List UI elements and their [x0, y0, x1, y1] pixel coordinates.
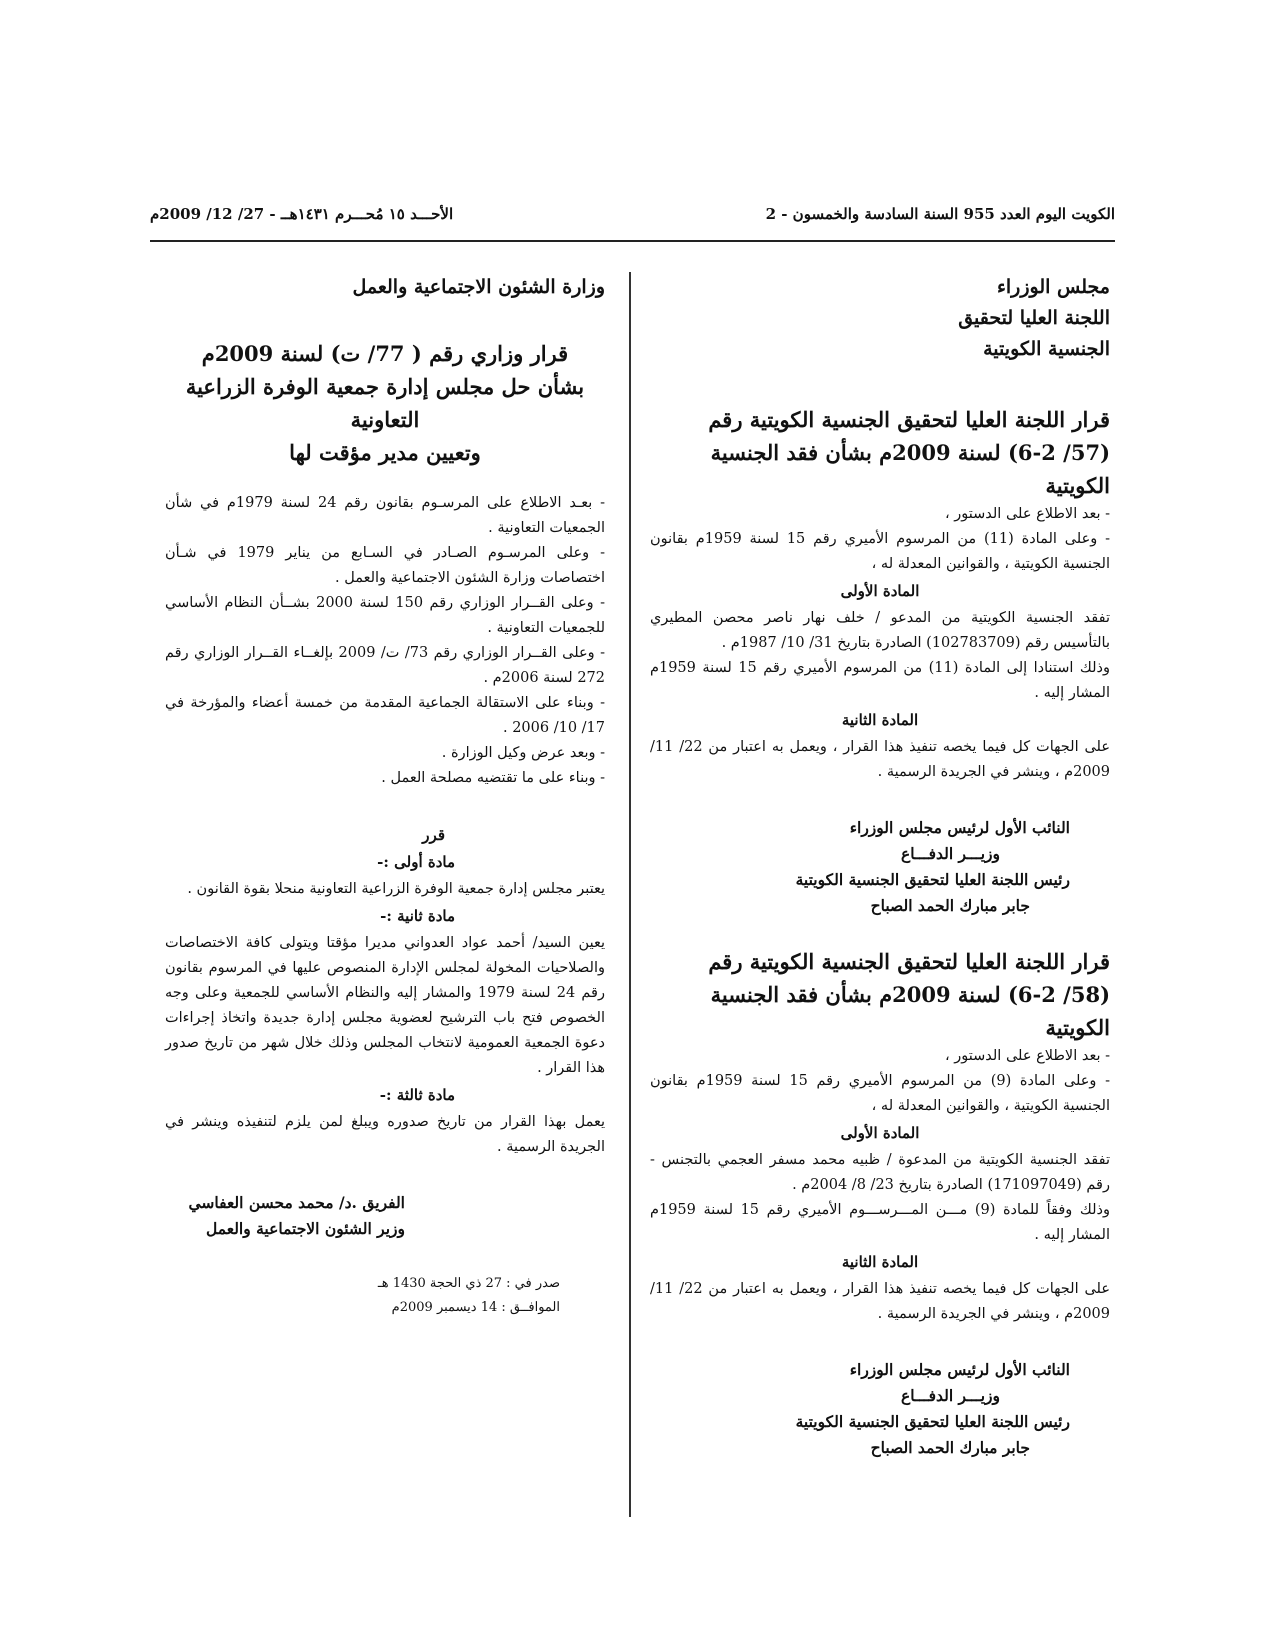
- signature-line: النائب الأول لرئيس مجلس الوزراء: [849, 818, 1070, 837]
- header-rule: [150, 240, 1115, 242]
- org-line: مجلس الوزراء: [996, 276, 1110, 298]
- signature-line: رئيس اللجنة العليا لتحقيق الجنسية الكويتية: [795, 1412, 1070, 1431]
- signature-line: وزير الشئون الاجتماعية والعمل: [206, 1219, 405, 1238]
- preamble-line: - وعلى القــرار الوزاري رقم 73/ ت/ 2009 بإلغــاء القــرار الوزاري رقم 272 لسنة 2006م .: [165, 645, 606, 686]
- article-heading: المادة الثانية: [841, 711, 919, 729]
- article-text: يعتبر مجلس إدارة جمعية الوفرة الزراعية التعاونية منحلا بقوة القانون .: [187, 881, 605, 897]
- preamble-line: - وبناء على الاستقالة الجماعية المقدمة من خمسة أعضاء والمؤرخة في 17/ 10/ 2006 .: [165, 695, 605, 736]
- org-line: اللجنة العليا لتحقيق: [958, 307, 1110, 329]
- article-text: وذلك استنادا إلى المادة (11) من المرسوم الأميري رقم 15 لسنة 1959م المشار إليه .: [650, 660, 1110, 701]
- preamble-line: - بعـد الاطلاع على المرسـوم بقانون رقم 24 لسنة 1979م في شأن الجمعيات التعاونية .: [165, 495, 605, 536]
- decision-title: بشأن حل مجلس إدارة جمعية الوفرة الزراعية التعاونية: [185, 374, 585, 432]
- decision-title: (58/ 6-2) لسنة 2009م بشأن فقد الجنسية الكويتية: [710, 982, 1110, 1040]
- signature-line: النائب الأول لرئيس مجلس الوزراء: [849, 1360, 1070, 1379]
- org-line: الجنسية الكويتية: [983, 338, 1110, 360]
- preamble-line: - وبعد عرض وكيل الوزارة .: [441, 745, 605, 761]
- signature-line: جابر مبارك الحمد الصباح: [870, 896, 1030, 915]
- issue-date: الأحـــد ١٥ مُحـــرم ١٤٣١هــ - 27/ 12/ 2009م: [150, 205, 454, 223]
- preamble-line: - بعد الاطلاع على الدستور ،: [944, 506, 1110, 522]
- article-heading: المادة الأولى: [840, 582, 920, 600]
- issue-info: الكويت اليوم العدد 955 السنة السادسة والخمسون - 2: [765, 205, 1115, 223]
- decided-heading: قرر: [422, 826, 445, 844]
- page-header: [150, 205, 1115, 235]
- article-heading: مادة ثانية :-: [380, 907, 455, 925]
- decision-title: قرار اللجنة العليا لتحقيق الجنسية الكويتية رقم: [708, 407, 1110, 432]
- preamble-line: - بعد الاطلاع على الدستور ،: [944, 1048, 1110, 1064]
- article-text: تفقد الجنسية الكويتية من المدعوة / ظبيه محمد مسفر العجمي بالتجنس - رقم (171097049) الصادرة بتاريخ 23/ 8/ 2004م .: [650, 1152, 1110, 1193]
- signature-line: الفريق .د/ محمد محسن العفاسي: [188, 1193, 405, 1212]
- signature-block: [165, 1190, 605, 1242]
- signature-block: [650, 1357, 1110, 1461]
- issued-line: الموافــق : 14 ديسمبر 2009م: [391, 1300, 560, 1315]
- preamble-line: - وعلى القــرار الوزاري رقم 150 لسنة 2000 بشــأن النظام الأساسي للجمعيات التعاونية .: [165, 595, 605, 636]
- decision-title: وتعيين مدير مؤقت لها: [289, 440, 481, 465]
- decision-title: (57/ 6-2) لسنة 2009م بشأن فقد الجنسية الكويتية: [710, 440, 1110, 498]
- decision-1: [650, 403, 1110, 919]
- signature-block: [650, 815, 1110, 919]
- article-text: يعمل بهذا القرار من تاريخ صدوره ويبلغ لمن يلزم لتنفيذه وينشر في الجريدة الرسمية .: [165, 1114, 605, 1155]
- issue-date-block: [165, 1272, 605, 1320]
- preamble-line: - وبناء على ما تقتضيه مصلحة العمل .: [381, 770, 605, 786]
- article-heading: مادة أولى :-: [377, 853, 455, 871]
- decision-title: قرار اللجنة العليا لتحقيق الجنسية الكويتية رقم: [708, 949, 1110, 974]
- left-column: [165, 272, 605, 1522]
- article-text: تفقد الجنسية الكويتية من المدعو / خلف نهار ناصر محصن المطيري بالتأسيس رقم (102783709) الصادرة بتاريخ 31/ 10/ 1987م .: [650, 610, 1110, 651]
- signature-line: وزيـــر الدفـــاع: [900, 1386, 1000, 1405]
- ministry-name: وزارة الشئون الاجتماعية والعمل: [352, 276, 605, 298]
- article-text: على الجهات كل فيما يخصه تنفيذ هذا القرار ، ويعمل به اعتبار من 22/ 11/ 2009م ، وينشر في الجريدة الرسمية .: [650, 1281, 1111, 1322]
- preamble-line: - وعلى المرسـوم الصـادر في السـابع من يناير 1979 في شـأن اختصاصات وزارة الشئون الاجتماعية والعمل .: [165, 545, 605, 586]
- issued-line: صدر في : 27 ذي الحجة 1430 هـ: [377, 1276, 560, 1291]
- article-heading: المادة الثانية: [841, 1253, 919, 1271]
- preamble-line: - وعلى المادة (11) من المرسوم الأميري رقم 15 لسنة 1959م بقانون الجنسية الكويتية ، والقوانين المعدلة له ،: [650, 531, 1110, 572]
- preamble: [165, 491, 605, 791]
- preamble-line: - وعلى المادة (9) من المرسوم الأميري رقم 15 لسنة 1959م بقانون الجنسية الكويتية ، والقوانين المعدلة له ،: [650, 1073, 1110, 1114]
- article-heading: المادة الأولى: [840, 1124, 920, 1142]
- signature-line: رئيس اللجنة العليا لتحقيق الجنسية الكويتية: [795, 870, 1070, 889]
- article-heading: مادة ثالثة :-: [379, 1086, 455, 1104]
- article-text: وذلك وفقاً للمادة (9) مـــن المـــرســـوم الأميري رقم 15 لسنة 1959م المشار إليه .: [650, 1202, 1110, 1243]
- column-divider: [629, 272, 631, 1517]
- decision-title: قرار وزاري رقم ( 77/ ت) لسنة 2009م: [201, 341, 569, 366]
- right-column: [650, 272, 1110, 1522]
- signature-line: وزيـــر الدفـــاع: [900, 844, 1000, 863]
- article-text: يعين السيد/ أحمد عواد العدواني مديرا مؤقتا ويتولى كافة الاختصاصات والصلاحيات المخولة لمجلس الإدارة المنصوص عليها في المرسوم بقانون رقم 24 لسنة 1979 والمشار إليه والنظام الأساسي للجمعية وعلى وجه الخصوص فتح باب الترشيح لعضوية مجلس إدارة جديدة واتخاذ إجراءات دعوة الجمعية العمومية لانتخاب المجلس وذلك خلال شهر من تاريخ صدور هذا القرار .: [165, 935, 605, 1076]
- decision-2: [650, 945, 1110, 1461]
- signature-line: جابر مبارك الحمد الصباح: [870, 1438, 1030, 1457]
- article-text: على الجهات كل فيما يخصه تنفيذ هذا القرار ، ويعمل به اعتبار من 22/ 11/ 2009م ، وينشر في الجريدة الرسمية .: [650, 739, 1111, 780]
